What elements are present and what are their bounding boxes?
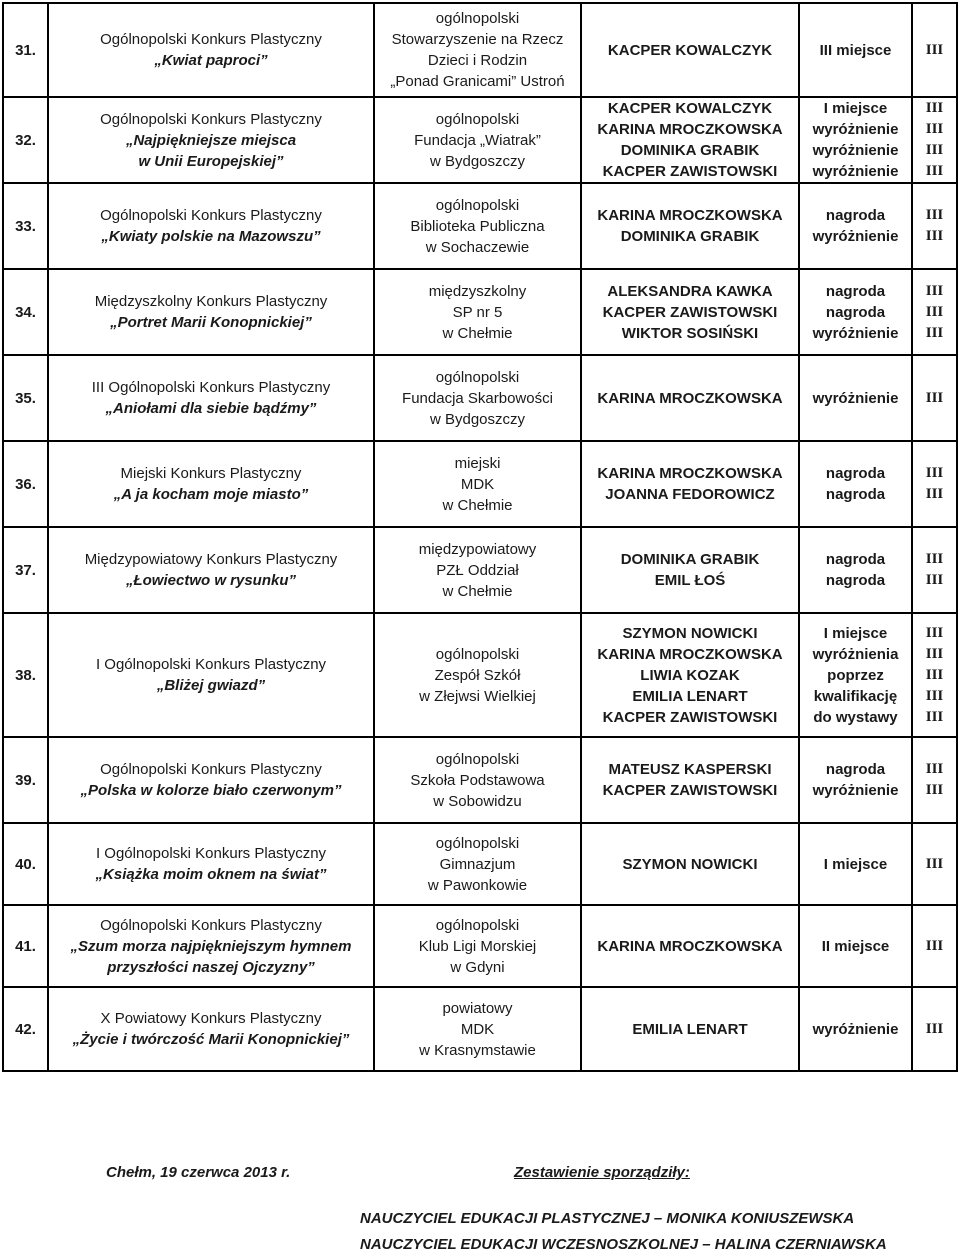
level-text: III: [925, 855, 944, 872]
organizer-line: ogólnopolski: [435, 196, 520, 214]
competition-title: „Życie i twórczość Marii Konopnickiej”: [72, 1031, 350, 1048]
award-text: nagroda: [825, 761, 886, 778]
award-text: nagroda: [825, 572, 886, 589]
table-row: [3, 905, 957, 987]
organizer-line: w Chełmie: [442, 496, 513, 514]
organizer-cell: [374, 183, 581, 269]
organizer-line: ogólnopolski: [435, 750, 520, 768]
competition-title: przyszłości naszej Ojczyzny”: [107, 958, 315, 976]
level-text: III: [925, 100, 944, 116]
competition-cell: [48, 355, 374, 441]
award-text: poprzez: [827, 666, 884, 684]
level-text: III: [925, 282, 944, 299]
results-table: [2, 2, 958, 1072]
organizer-line: w Gdyni: [450, 958, 505, 976]
organizer-cell: [374, 823, 581, 905]
organizer-line: Zespół Szkół: [434, 666, 521, 684]
award-text: kwalifikację: [813, 687, 898, 705]
awards-cell: [799, 613, 912, 737]
award-text: I miejsce: [823, 100, 888, 117]
participant-name: KACPER ZAWISTOWSKI: [602, 782, 778, 799]
level-text: III: [925, 687, 944, 704]
organizer-line: Gimnazjum: [439, 855, 516, 873]
competition-name: Ogólnopolski Konkurs Plastyczny: [100, 31, 322, 48]
table-row: [3, 441, 957, 527]
participants-cell: [581, 823, 799, 905]
table-row: [3, 3, 957, 97]
participant-name: KARINA MROCZKOWSKA: [597, 937, 783, 955]
award-text: wyróżnienie: [812, 163, 899, 180]
competition-name: I Ogólnopolski Konkurs Plastyczny: [95, 845, 327, 862]
awards-cell: [799, 441, 912, 527]
competition-name: X Powiatowy Konkurs Plastyczny: [100, 1010, 322, 1027]
participant-name: DOMINIKA GRABIK: [620, 228, 760, 245]
organizer-line: MDK: [460, 1020, 495, 1038]
competition-name: Ogólnopolski Konkurs Plastyczny: [100, 207, 322, 224]
organizer-line: Fundacja Skarbowości: [402, 389, 553, 407]
row-number: 41.: [3, 905, 48, 987]
award-text: I miejsce: [823, 624, 888, 642]
level-cell: [912, 823, 957, 905]
participants-cell: [581, 183, 799, 269]
organizer-line: w Sobowidzu: [433, 792, 522, 810]
organizer-line: w Chełmie: [442, 324, 513, 342]
award-text: nagroda: [825, 465, 886, 482]
organizer-line: Szkoła Podstawowa: [410, 771, 545, 789]
level-text: III: [925, 1020, 944, 1037]
row-number: 33.: [3, 183, 48, 269]
level-text: III: [925, 465, 944, 481]
award-text: nagroda: [825, 486, 886, 503]
competition-cell: [48, 97, 374, 183]
results-table-body: [3, 3, 957, 1071]
participant-name: KARINA MROCZKOWSKA: [597, 645, 783, 663]
level-text: III: [925, 121, 944, 137]
participant-name: LIWIA KOZAK: [640, 666, 740, 684]
organizer-cell: [374, 737, 581, 823]
organizer-line: w Pawonkowie: [427, 876, 528, 894]
participants-cell: [581, 987, 799, 1071]
organizer-line: ogólnopolski: [435, 368, 520, 386]
footer-place-date: Chełm, 19 czerwca 2013 r.: [106, 1164, 291, 1181]
level-text: III: [925, 666, 944, 683]
organizer-cell: [374, 269, 581, 355]
organizer-line: w Złejwsi Wielkiej: [419, 687, 536, 705]
level-text: III: [925, 645, 944, 662]
competition-cell: [48, 269, 374, 355]
level-text: III: [925, 142, 944, 158]
level-text: III: [925, 163, 944, 179]
awards-cell: [799, 987, 912, 1071]
organizer-line: PZŁ Oddział: [436, 561, 519, 579]
award-text: do wystawy: [813, 708, 898, 726]
participant-name: KACPER ZAWISTOWSKI: [602, 303, 778, 321]
organizer-line: ogólnopolski: [435, 110, 520, 128]
organizer-cell: [374, 3, 581, 97]
row-number: 31.: [3, 3, 48, 97]
organizer-line: ogólnopolski: [435, 916, 520, 934]
organizer-line: powiatowy: [442, 999, 513, 1017]
participants-cell: [581, 269, 799, 355]
competition-cell: [48, 905, 374, 987]
award-text: wyróżnienie: [812, 389, 899, 407]
competition-cell: [48, 441, 374, 527]
awards-cell: [799, 527, 912, 613]
award-text: wyróżnienie: [812, 121, 899, 138]
table-row: [3, 183, 957, 269]
table-row: [3, 737, 957, 823]
level-cell: [912, 527, 957, 613]
competition-cell: [48, 987, 374, 1071]
awards-cell: [799, 355, 912, 441]
level-text: III: [925, 761, 944, 777]
table-row: [3, 613, 957, 737]
competition-title: „Kwiaty polskie na Mazowszu”: [101, 228, 321, 245]
competition-name: Międzyszkolny Konkurs Plastyczny: [94, 293, 328, 310]
participants-cell: [581, 355, 799, 441]
competition-name: Ogólnopolski Konkurs Plastyczny: [100, 916, 322, 934]
table-row: [3, 527, 957, 613]
row-number: 42.: [3, 987, 48, 1071]
award-text: wyróżnienie: [812, 782, 899, 799]
level-text: III: [925, 228, 944, 244]
participant-name: EMIL ŁOŚ: [654, 572, 726, 589]
competition-name: Miejski Konkurs Plastyczny: [120, 465, 302, 482]
participant-name: DOMINIKA GRABIK: [620, 142, 760, 159]
participant-name: KACPER KOWALCZYK: [607, 41, 773, 59]
level-text: III: [925, 937, 944, 954]
level-cell: [912, 987, 957, 1071]
organizer-cell: [374, 905, 581, 987]
award-text: nagroda: [825, 551, 886, 568]
level-text: III: [925, 41, 944, 58]
organizer-line: międzyszkolny: [428, 282, 527, 300]
participants-cell: [581, 527, 799, 613]
competition-title: „Polska w kolorze biało czerwonym”: [80, 782, 342, 799]
participant-name: KACPER ZAWISTOWSKI: [602, 163, 778, 180]
award-text: wyróżnienia: [812, 645, 899, 663]
participants-cell: [581, 737, 799, 823]
table-row: [3, 987, 957, 1071]
footer-compiled-label: Zestawienie sporządziły:: [514, 1164, 690, 1181]
organizer-cell: [374, 97, 581, 183]
organizer-line: Klub Ligi Morskiej: [418, 937, 537, 955]
row-number: 40.: [3, 823, 48, 905]
level-text: III: [925, 207, 944, 223]
row-number: 32.: [3, 97, 48, 183]
competition-cell: [48, 737, 374, 823]
organizer-line: w Sochaczewie: [425, 238, 530, 256]
organizer-cell: [374, 613, 581, 737]
competition-name: Międzypowiatowy Konkurs Plastyczny: [84, 551, 338, 568]
organizer-line: w Chełmie: [442, 582, 513, 600]
level-text: III: [925, 782, 944, 798]
award-text: wyróżnienie: [812, 324, 899, 342]
level-cell: [912, 613, 957, 737]
organizer-line: Fundacja „Wiatrak”: [414, 131, 541, 149]
participant-name: EMILIA LENART: [632, 1020, 748, 1038]
awards-cell: [799, 97, 912, 183]
awards-cell: [799, 269, 912, 355]
participant-name: SZYMON NOWICKI: [622, 855, 758, 873]
row-number: 35.: [3, 355, 48, 441]
awards-cell: [799, 737, 912, 823]
competition-title: „A ja kocham moje miasto”: [113, 486, 309, 503]
organizer-cell: [374, 441, 581, 527]
level-text: III: [925, 551, 944, 567]
table-row: [3, 97, 957, 183]
level-text: III: [925, 708, 944, 725]
award-text: nagroda: [825, 207, 886, 224]
level-cell: [912, 269, 957, 355]
level-cell: [912, 97, 957, 183]
participant-name: KACPER KOWALCZYK: [607, 100, 773, 117]
row-number: 38.: [3, 613, 48, 737]
organizer-cell: [374, 527, 581, 613]
awards-cell: [799, 3, 912, 97]
table-row: [3, 823, 957, 905]
organizer-line: Stowarzyszenie na Rzecz: [391, 31, 564, 48]
participant-name: KACPER ZAWISTOWSKI: [602, 708, 778, 726]
award-text: wyróżnienie: [812, 1020, 899, 1038]
organizer-line: miejski: [454, 454, 501, 472]
competition-title: „Najpiękniejsze miejsca: [125, 131, 297, 149]
participants-cell: [581, 3, 799, 97]
competition-title: „Aniołami dla siebie bądźmy”: [105, 400, 317, 417]
competition-title: „Szum morza najpiękniejszym hymnem: [70, 937, 352, 955]
level-cell: [912, 183, 957, 269]
competition-title: „Książka moim oknem na świat”: [95, 866, 327, 883]
awards-cell: [799, 823, 912, 905]
organizer-line: w Krasnymstawie: [419, 1041, 536, 1059]
table-row: [3, 355, 957, 441]
awards-cell: [799, 905, 912, 987]
participant-name: KARINA MROCZKOWSKA: [597, 207, 783, 224]
awards-cell: [799, 183, 912, 269]
competition-cell: [48, 183, 374, 269]
competition-title: „Portret Marii Konopnickiej”: [110, 314, 312, 331]
participant-name: DOMINIKA GRABIK: [620, 551, 760, 568]
participants-cell: [581, 97, 799, 183]
level-text: III: [925, 624, 944, 641]
award-text: wyróżnienie: [812, 142, 899, 159]
level-cell: [912, 355, 957, 441]
organizer-line: międzypowiatowy: [418, 540, 537, 558]
level-cell: [912, 905, 957, 987]
competition-title: „Łowiectwo w rysunku”: [125, 572, 297, 589]
participant-name: ALEKSANDRA KAWKA: [607, 282, 773, 300]
level-text: III: [925, 324, 944, 341]
row-number: 34.: [3, 269, 48, 355]
competition-cell: [48, 613, 374, 737]
organizer-line: Dzieci i Rodzin: [427, 52, 528, 69]
participant-name: KARINA MROCZKOWSKA: [597, 121, 783, 138]
signature-line-1: NAUCZYCIEL EDUKACJI PLASTYCZNEJ – MONIKA KONIUSZEWSKA: [360, 1210, 855, 1227]
award-text: nagroda: [825, 303, 886, 321]
competition-cell: [48, 3, 374, 97]
competition-name: Ogólnopolski Konkurs Plastyczny: [100, 110, 322, 128]
level-text: III: [925, 303, 944, 320]
participant-name: MATEUSZ KASPERSKI: [608, 761, 772, 778]
award-text: II miejsce: [821, 937, 890, 955]
organizer-line: ogólnopolski: [435, 645, 520, 663]
award-text: III miejsce: [819, 41, 892, 59]
organizer-line: w Bydgoszczy: [429, 410, 526, 428]
competition-name: Ogólnopolski Konkurs Plastyczny: [100, 761, 322, 778]
organizer-line: ogólnopolski: [435, 10, 520, 27]
organizer-line: ogólnopolski: [435, 834, 520, 852]
competition-title: w Unii Europejskiej”: [138, 152, 284, 170]
participant-name: WIKTOR SOSIŃSKI: [621, 324, 759, 342]
organizer-line: w Bydgoszczy: [429, 152, 526, 170]
organizer-line: „Ponad Granicami” Ustroń: [390, 73, 565, 90]
award-text: wyróżnienie: [812, 228, 899, 245]
competition-name: I Ogólnopolski Konkurs Plastyczny: [95, 656, 327, 673]
participant-name: EMILIA LENART: [632, 687, 748, 705]
row-number: 37.: [3, 527, 48, 613]
award-text: I miejsce: [823, 855, 888, 873]
competition-cell: [48, 527, 374, 613]
row-number: 39.: [3, 737, 48, 823]
participant-name: KARINA MROCZKOWSKA: [597, 389, 783, 407]
organizer-line: Biblioteka Publiczna: [410, 217, 545, 235]
competition-title: „Bliżej gwiazd”: [156, 677, 266, 694]
organizer-line: MDK: [460, 475, 495, 493]
signature-line-2: NAUCZYCIEL EDUKACJI WCZESNOSZKOLNEJ – HALINA CZERNIAWSKA: [360, 1236, 887, 1253]
level-text: III: [925, 572, 944, 588]
level-cell: [912, 3, 957, 97]
competition-cell: [48, 823, 374, 905]
participants-cell: [581, 441, 799, 527]
organizer-line: SP nr 5: [452, 303, 503, 321]
participants-cell: [581, 613, 799, 737]
competition-name: III Ogólnopolski Konkurs Plastyczny: [91, 379, 331, 396]
participant-name: KARINA MROCZKOWSKA: [597, 465, 783, 482]
level-text: III: [925, 486, 944, 502]
participants-cell: [581, 905, 799, 987]
participant-name: SZYMON NOWICKI: [622, 624, 758, 642]
level-cell: [912, 441, 957, 527]
organizer-cell: [374, 987, 581, 1071]
participant-name: JOANNA FEDOROWICZ: [605, 486, 775, 503]
table-row: [3, 269, 957, 355]
competition-title: „Kwiat paproci”: [154, 52, 268, 69]
award-text: nagroda: [825, 282, 886, 300]
row-number: 36.: [3, 441, 48, 527]
level-text: III: [925, 389, 944, 406]
level-cell: [912, 737, 957, 823]
organizer-cell: [374, 355, 581, 441]
